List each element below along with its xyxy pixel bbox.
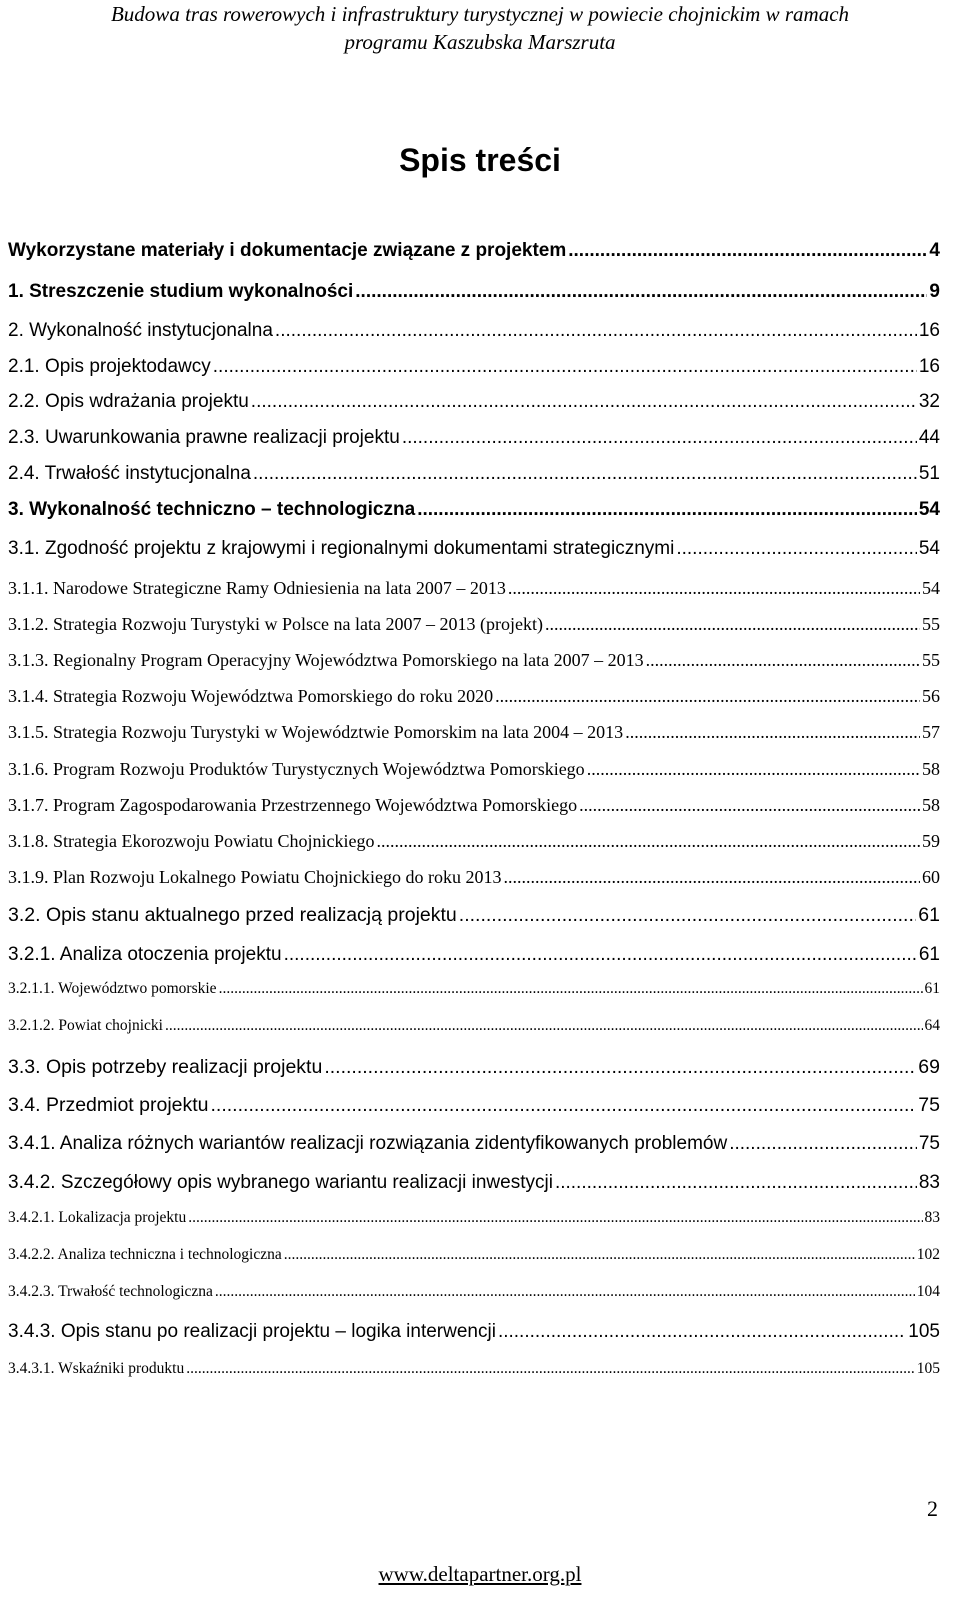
toc-entry[interactable] — [8, 1321, 940, 1343]
toc-entry-title: 3.2.1.1. Województwo pomorskie — [8, 980, 217, 997]
toc-entry-page: 105 — [916, 1360, 940, 1377]
toc-dot-leader — [188, 1209, 922, 1227]
toc-dot-leader — [376, 831, 920, 852]
toc-entry-title: 3.4. Przedmiot projektu — [8, 1094, 209, 1116]
toc-entry-page: 16 — [918, 356, 940, 377]
toc-entry-page: 102 — [916, 1246, 940, 1263]
toc-entry-title: 3.4.2. Szczegółowy opis wybranego wariantu realizacji inwestycji — [8, 1172, 553, 1193]
toc-entry[interactable] — [8, 281, 940, 303]
toc-dot-leader — [503, 867, 920, 888]
toc-entry-page: 9 — [929, 281, 940, 302]
toc-entry-page: 58 — [922, 759, 940, 779]
footer-link[interactable]: www.deltapartner.org.pl — [378, 1562, 582, 1586]
toc-entry-title: 3.4.2.3. Trwałość technologiczna — [8, 1283, 213, 1300]
toc-dot-leader — [676, 538, 917, 560]
toc-entry[interactable] — [8, 538, 940, 560]
toc-dot-leader — [417, 499, 917, 521]
page-title: Spis treści — [399, 142, 561, 178]
toc-entry-title: 3.1.7. Program Zagospodarowania Przestrzennego Województwa Pomorskiego — [8, 795, 578, 815]
toc-entry-page: 54 — [918, 538, 940, 559]
toc-entry[interactable] — [8, 1017, 940, 1035]
toc-entry-title: 2.3. Uwarunkowania prawne realizacji projektu — [8, 427, 400, 448]
toc-entry-page: 55 — [922, 614, 940, 634]
page-number: 2 — [927, 1496, 938, 1521]
toc-dot-leader — [625, 722, 920, 743]
toc-entry-page: 16 — [918, 320, 940, 341]
toc-entry-title: 3.1.6. Program Rozwoju Produktów Turystycznych Województwa Pomorskiego — [8, 759, 585, 779]
toc-entry[interactable] — [8, 722, 940, 743]
toc-dot-leader — [729, 1133, 917, 1155]
toc-entry-title: 3. Wykonalność techniczno – technologiczna — [8, 499, 416, 520]
toc-dot-leader — [587, 759, 920, 780]
toc-entry[interactable] — [8, 686, 940, 707]
toc-dot-leader — [253, 463, 917, 485]
toc-entry-page: 51 — [918, 463, 940, 484]
toc-entry-page: 64 — [924, 1017, 940, 1034]
toc-entry-page: 83 — [924, 1209, 940, 1226]
toc-entry[interactable] — [8, 1209, 940, 1227]
toc-entry-page: 44 — [918, 427, 940, 448]
toc-entry-title: 3.4.3.1. Wskaźniki produktu — [8, 1360, 185, 1377]
toc-entry-page: 58 — [922, 795, 940, 815]
toc-entry-title: Wykorzystane materiały i dokumentacje związane z projektem — [8, 240, 567, 261]
toc-entry-page: 54 — [922, 578, 940, 598]
toc-entry[interactable] — [8, 1094, 940, 1117]
toc-entry-title: 3.2.1. Analiza otoczenia projektu — [8, 944, 282, 965]
toc-entry-page: 61 — [924, 980, 940, 997]
toc-dot-leader — [402, 427, 917, 449]
toc-entry-page: 104 — [916, 1283, 940, 1300]
toc-dot-leader — [213, 356, 917, 378]
toc-dot-leader — [498, 1321, 906, 1343]
toc-entry-page: 61 — [918, 944, 940, 965]
toc-entry[interactable] — [8, 1360, 940, 1378]
toc-entry[interactable] — [8, 1283, 940, 1301]
toc-entry[interactable] — [8, 1133, 940, 1155]
toc-entry-title: 3.2.1.2. Powiat chojnicki — [8, 1017, 163, 1034]
toc-dot-leader — [186, 1360, 915, 1378]
toc-dot-leader — [508, 578, 920, 599]
toc-entry-title: 2.4. Trwałość instytucjonalna — [8, 463, 251, 484]
toc-entry[interactable] — [8, 1056, 940, 1079]
toc-entry-title: 1. Streszczenie studium wykonalności — [8, 281, 354, 302]
document-header — [0, 0, 960, 56]
toc-entry-title: 3.4.3. Opis stanu po realizacji projektu – logika interwencji — [8, 1321, 496, 1342]
toc-entry-page: 32 — [918, 391, 940, 412]
toc-entry-title: 3.1.9. Plan Rozwoju Lokalnego Powiatu Chojnickiego do roku 2013 — [8, 867, 502, 887]
toc-entry[interactable] — [8, 831, 940, 852]
toc-entry-title: 3.1.2. Strategia Rozwoju Turystyki w Polsce na lata 2007 – 2013 (projekt) — [8, 614, 543, 634]
toc-entry-title: 2.1. Opis projektodawcy — [8, 356, 211, 377]
toc-entry-title: 3.4.2.1. Lokalizacja projektu — [8, 1209, 187, 1226]
toc-entry[interactable] — [8, 240, 940, 262]
toc-entry[interactable] — [8, 650, 940, 671]
toc-entry[interactable] — [8, 356, 940, 378]
toc-entry[interactable] — [8, 320, 940, 342]
toc-entry-title: 3.4.2.2. Analiza techniczna i technologiczna — [8, 1246, 282, 1263]
toc-entry-title: 3.1.8. Strategia Ekorozwoju Powiatu Chojnickiego — [8, 831, 375, 851]
toc-entry-page: 59 — [922, 831, 940, 851]
toc-entry-title: 3.2. Opis stanu aktualnego przed realizacją projektu — [8, 904, 457, 926]
toc-dot-leader — [211, 1094, 917, 1117]
header-line-1: Budowa tras rowerowych i infrastruktury turystycznej w powiecie chojnickim w ramach — [110, 2, 850, 26]
toc-entry[interactable] — [8, 578, 940, 599]
toc-entry-page: 56 — [922, 686, 940, 706]
toc-entry[interactable] — [8, 795, 940, 816]
toc-entry[interactable] — [8, 944, 940, 966]
toc-entry[interactable] — [8, 759, 940, 780]
toc-dot-leader — [355, 281, 927, 303]
toc-entry-page: 55 — [922, 650, 940, 670]
toc-dot-leader — [275, 320, 917, 342]
toc-entry[interactable] — [8, 904, 940, 927]
toc-dot-leader — [459, 904, 917, 927]
toc-entry-page: 69 — [918, 1056, 940, 1078]
toc-entry-title: 3.3. Opis potrzeby realizacji projektu — [8, 1056, 323, 1078]
toc-dot-leader — [495, 686, 920, 707]
toc-entry-page: 60 — [922, 867, 940, 887]
toc-entry-title: 3.4.1. Analiza różnych wariantów realizacji rozwiązania zidentyfikowanych problemów — [8, 1133, 728, 1154]
toc-entry[interactable] — [8, 391, 940, 413]
toc-entry-page: 61 — [918, 904, 940, 926]
toc-entry[interactable] — [8, 867, 940, 888]
header-line-2: programu Kaszubska Marszruta — [344, 30, 616, 54]
toc-entry[interactable] — [8, 1172, 940, 1194]
toc-entry[interactable] — [8, 1246, 940, 1264]
toc-entry-page: 75 — [918, 1094, 940, 1116]
toc-dot-leader — [324, 1056, 916, 1079]
toc-dot-leader — [284, 944, 917, 966]
toc-entry[interactable] — [8, 614, 940, 635]
toc-entry-title: 3.1.1. Narodowe Strategiczne Ramy Odniesienia na lata 2007 – 2013 — [8, 578, 506, 598]
toc-dot-leader — [646, 650, 920, 671]
toc-entry[interactable] — [8, 980, 940, 998]
toc-entry-title: 3.1.5. Strategia Rozwoju Turystyki w Województwie Pomorskim na lata 2004 – 2013 — [8, 722, 624, 742]
toc-dot-leader — [165, 1017, 923, 1035]
toc-entry-title: 3.1.3. Regionalny Program Operacyjny Województwa Pomorskiego na lata 2007 – 2013 — [8, 650, 644, 670]
toc-entry-title: 2.2. Opis wdrażania projektu — [8, 391, 249, 412]
toc-entry-page: 57 — [922, 722, 940, 742]
toc-entry-title: 3.1. Zgodność projektu z krajowymi i regionalnymi dokumentami strategicznymi — [8, 538, 675, 559]
toc-entry[interactable] — [8, 463, 940, 485]
toc-entry-page: 4 — [929, 240, 940, 261]
toc-dot-leader — [284, 1246, 915, 1264]
toc-entry-page: 75 — [918, 1133, 940, 1154]
toc-dot-leader — [555, 1172, 917, 1194]
toc-entry-title: 3.1.4. Strategia Rozwoju Województwa Pomorskiego do roku 2020 — [8, 686, 494, 706]
toc-dot-leader — [251, 391, 917, 413]
toc-dot-leader — [545, 614, 920, 635]
toc-entry-page: 54 — [918, 499, 940, 520]
toc-dot-leader — [579, 795, 920, 816]
toc-entry[interactable] — [8, 427, 940, 449]
toc-dot-leader — [568, 240, 927, 262]
toc-entry-page: 83 — [918, 1172, 940, 1193]
toc-entry-page: 105 — [908, 1321, 940, 1342]
toc-dot-leader — [215, 1283, 915, 1301]
toc-entry[interactable] — [8, 499, 940, 521]
toc-entry-title: 2. Wykonalność instytucjonalna — [8, 320, 273, 341]
toc-dot-leader — [219, 980, 923, 998]
